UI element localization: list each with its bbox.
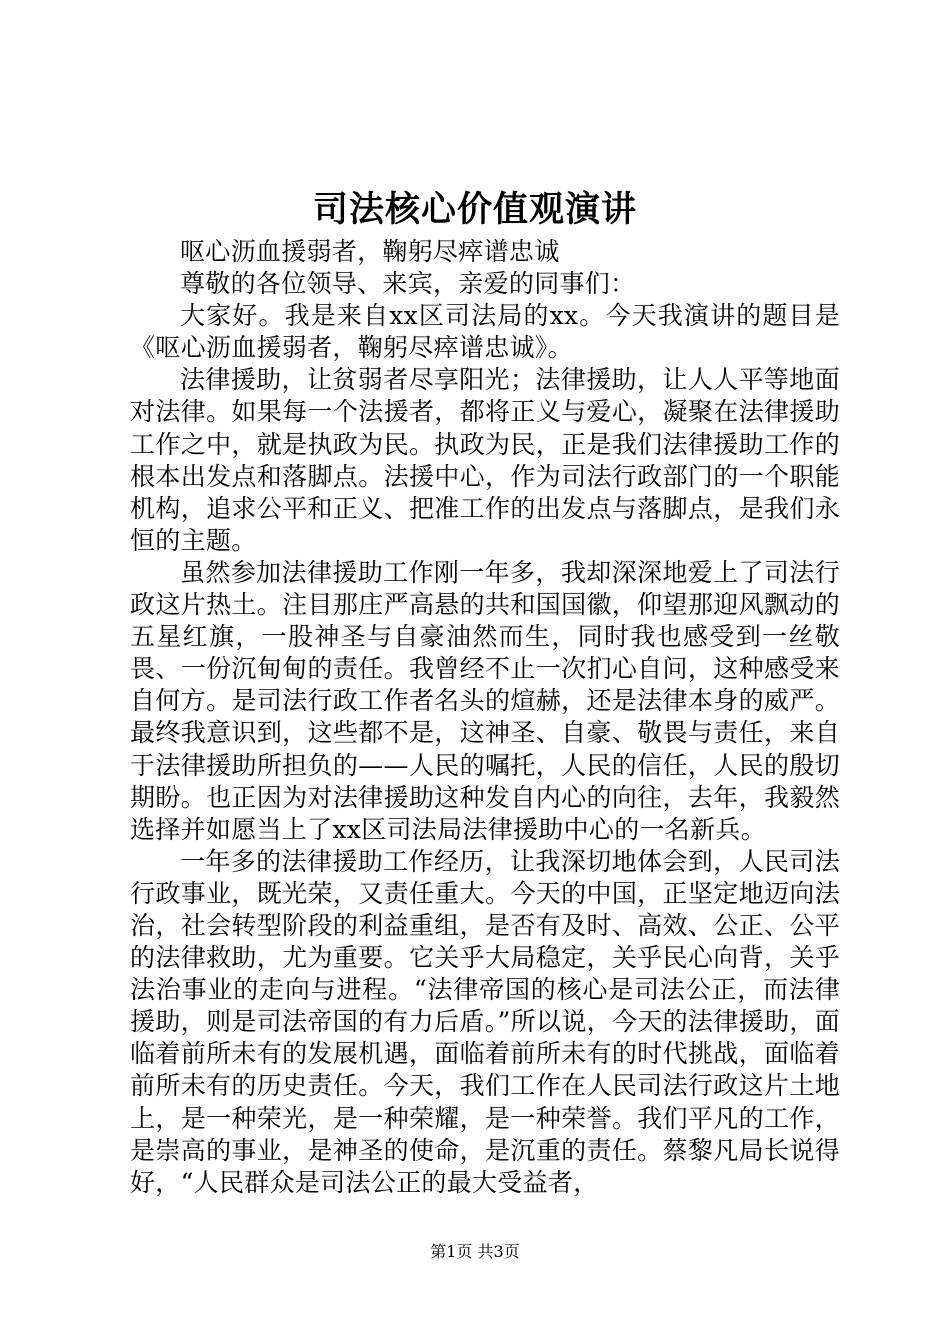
paragraph-intro: 大家好。我是来自xx区司法局的xx。今天我演讲的题目是《呕心沥血援弱者，鞠躬尽瘁谱忠诚》。: [130, 301, 840, 363]
document-title: 司法核心价值观演讲: [312, 189, 637, 230]
paragraph-experience: 虽然参加法律援助工作刚一年多，我却深深地爱上了司法行政这片热土。注目那庄严高悬的共和国国徽，仰望那迎风飘动的五星红旗，一股神圣与自豪油然而生，同时我也感受到一丝敬畏、一份沉甸甸的责任。我曾经不止一次扪心自问，这种感受来自何方。是司法行政工作者名头的煊赫，还是法律本身的威严。最终我意识到，这些都不是，这神圣、自豪、敬畏与责任，来自于法律援助所担负的——人民的嘱托，人民的信任，人民的殷切期盼。也正因为对法律援助这种发自内心的向往，去年，我毅然选择并如愿当上了xx区司法局法律援助中心的一名新兵。: [130, 557, 840, 844]
paragraph-salutation: 尊敬的各位领导、来宾，亲爱的同事们：: [180, 269, 636, 299]
paragraph-legal-aid: 法律援助，让贫弱者尽享阳光；法律援助，让人人平等地面对法律。如果每一个法援者，都将正义与爱心，凝聚在法律援助工作之中，就是执政为民。执政为民，正是我们法律援助工作的根本出发点和落脚点。法援中心，作为司法行政部门的一个职能机构，追求公平和正义、把准工作的出发点与落脚点，是我们永恒的主题。: [130, 365, 840, 555]
paragraph-responsibility: 一年多的法律援助工作经历，让我深切地体会到，人民司法行政事业，既光荣，又责任重大。今天的中国，正坚定地迈向法治，社会转型阶段的利益重组，是否有及时、高效、公正、公平的法律救助，尤为重要。它关乎大局稳定，关乎民心向背，关乎法治事业的走向与进程。“法律帝国的核心是司法公正，而法律援助，则是司法帝国的有力后盾。”所以说，今天的法律援助，面临着前所未有的发展机遇，面临着前所未有的时代挑战，面临着前所未有的历史责任。今天，我们工作在人民司法行政这片土地上，是一种荣光，是一种荣耀，是一种荣誉。我们平凡的工作，是崇高的事业，是神圣的使命，是沉重的责任。蔡黎凡局长说得好，“人民群众是司法公正的最大受益者，: [130, 846, 840, 1197]
page-number-footer: 第1页 共3页: [430, 1242, 520, 1261]
paragraph-subtitle: 呕心沥血援弱者，鞠躬尽瘁谱忠诚: [180, 237, 560, 266]
document-body: [130, 236, 840, 1199]
